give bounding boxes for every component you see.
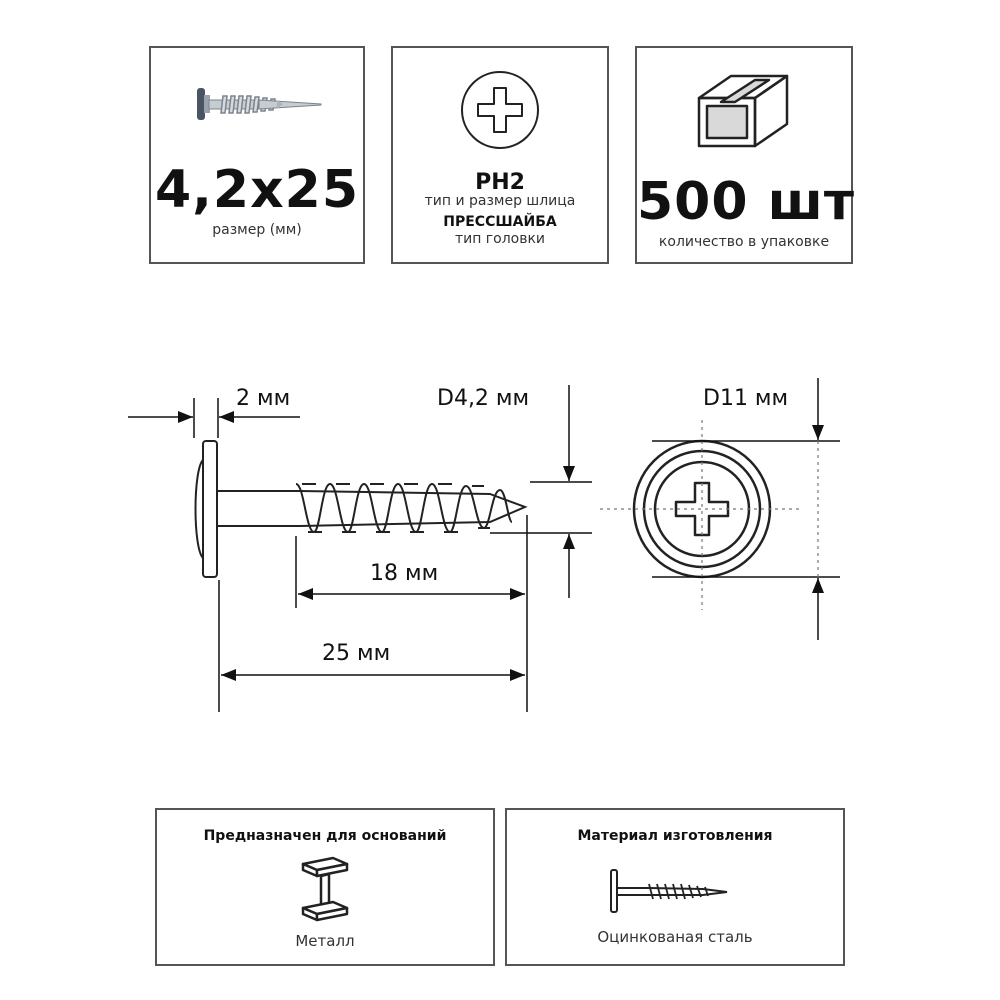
size-value: 4,2x25 <box>154 160 360 220</box>
base-title: Предназначен для оснований <box>203 828 447 844</box>
thread-length-dimension <box>296 515 527 712</box>
base-card <box>155 808 495 966</box>
material-value: Оцинкованая сталь <box>597 928 753 946</box>
screw-side-view <box>196 441 526 577</box>
thread-diameter-label: D4,2 мм <box>437 386 530 411</box>
quantity-value: 500 шт <box>637 172 856 232</box>
head-type: ПРЕССШАЙБА <box>443 214 557 230</box>
slot-card <box>391 46 609 264</box>
quantity-caption: количество в упаковке <box>658 234 830 250</box>
quantity-card <box>635 46 856 264</box>
slot-title: PH2 <box>475 170 525 195</box>
size-card <box>149 46 365 264</box>
head-diameter-label: D11 мм <box>703 386 789 411</box>
slot-caption: тип и размер шлица <box>424 193 576 209</box>
material-title: Материал изготовления <box>577 828 773 844</box>
head-diameter-dimension <box>652 378 840 640</box>
thread-diameter-dimension <box>490 385 592 598</box>
head-thickness-label: 2 мм <box>236 386 291 411</box>
total-length-label: 25 мм <box>322 641 391 666</box>
base-value: Металл <box>295 932 355 950</box>
head-caption: тип головки <box>454 231 546 247</box>
material-card <box>505 808 845 966</box>
screw-head-front-view <box>600 420 800 610</box>
size-caption: размер (мм) <box>212 222 302 238</box>
thread-length-label: 18 мм <box>370 561 439 586</box>
